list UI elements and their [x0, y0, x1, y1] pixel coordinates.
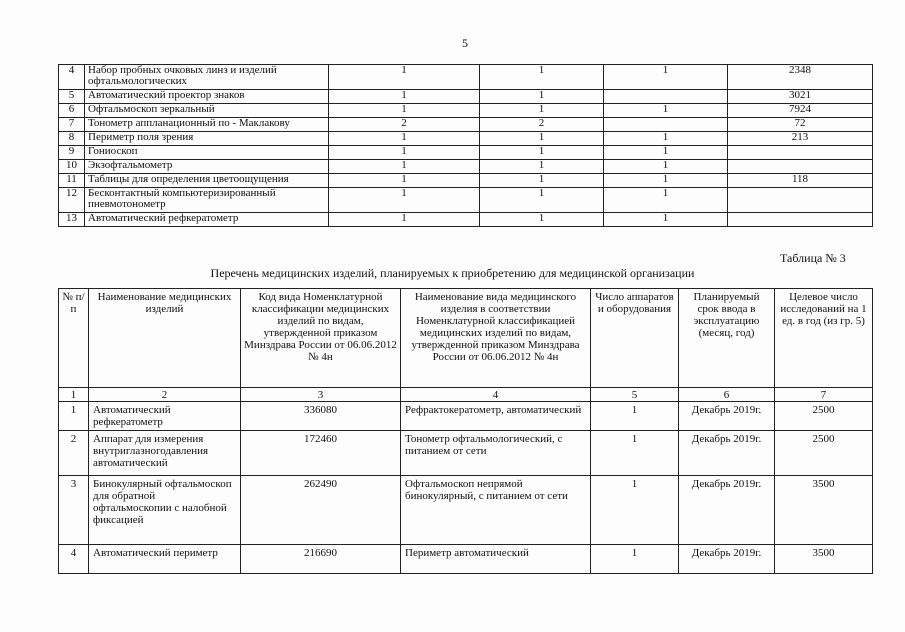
column-header: Планируемый срок ввода в эксплуатацию (месяц, год)	[679, 289, 775, 388]
row-number: 10	[59, 160, 85, 174]
row-number: 2	[59, 431, 89, 476]
value-cell: 1	[604, 146, 728, 160]
equipment-table-continued	[58, 64, 873, 227]
row-number: 6	[59, 104, 85, 118]
table-row	[59, 476, 873, 545]
row-number: 13	[59, 213, 85, 227]
table-row	[59, 146, 873, 160]
value-cell: 3021	[728, 90, 873, 104]
commissioning-date: Декабрь 2019г.	[679, 545, 775, 574]
value-cell: 1	[604, 104, 728, 118]
device-count: 1	[591, 545, 679, 574]
target-studies: 2500	[775, 431, 873, 476]
device-name: Автоматический проектор знаков	[85, 90, 329, 104]
column-number: 2	[89, 388, 241, 402]
column-number: 6	[679, 388, 775, 402]
value-cell	[604, 118, 728, 132]
table-row	[59, 188, 873, 213]
value-cell	[728, 213, 873, 227]
column-header: Наименование вида медицинского изделия в соответствии Номенклатурной классификацией медицинских изделий по видам, утвержденной приказом Минздрава России от 06.06.2012 № 4н	[401, 289, 591, 388]
value-cell	[728, 146, 873, 160]
row-number: 8	[59, 132, 85, 146]
row-number: 11	[59, 174, 85, 188]
device-count: 1	[591, 431, 679, 476]
value-cell: 1	[329, 65, 480, 90]
value-cell: 213	[728, 132, 873, 146]
value-cell: 1	[480, 160, 604, 174]
device-name: Набор пробных очковых линз и изделий офтальмологических	[85, 65, 329, 90]
target-studies: 2500	[775, 402, 873, 431]
table-title: Перечень медицинских изделий, планируемых к приобретению для медицинской организации	[210, 266, 695, 280]
value-cell: 2	[480, 118, 604, 132]
value-cell: 7924	[728, 104, 873, 118]
commissioning-date: Декабрь 2019г.	[679, 402, 775, 431]
value-cell: 1	[480, 90, 604, 104]
device-count: 1	[591, 402, 679, 431]
value-cell: 1	[329, 160, 480, 174]
target-studies: 3500	[775, 476, 873, 545]
column-number: 4	[401, 388, 591, 402]
nomenclature-code: 336080	[241, 402, 401, 431]
value-cell: 1	[329, 188, 480, 213]
row-number: 3	[59, 476, 89, 545]
table-row	[59, 65, 873, 90]
table-row	[59, 545, 873, 574]
value-cell: 1	[329, 132, 480, 146]
row-number: 5	[59, 90, 85, 104]
device-name: Экзофтальмометр	[85, 160, 329, 174]
nomenclature-code: 172460	[241, 431, 401, 476]
value-cell: 1	[604, 213, 728, 227]
planned-purchase-table	[58, 288, 873, 574]
column-header: Число аппаратов и оборудования	[591, 289, 679, 388]
value-cell: 1	[480, 146, 604, 160]
value-cell: 118	[728, 174, 873, 188]
device-count: 1	[591, 476, 679, 545]
table-row	[59, 90, 873, 104]
table-row	[59, 118, 873, 132]
value-cell: 1	[329, 104, 480, 118]
nomenclature-code: 216690	[241, 545, 401, 574]
table-row	[59, 104, 873, 118]
device-kind: Тонометр офтальмологический, с питанием от сети	[401, 431, 591, 476]
device-name: Таблицы для определения цветоощущения	[85, 174, 329, 188]
value-cell: 1	[329, 90, 480, 104]
table-label: Таблица № 3	[780, 251, 846, 265]
table-row	[59, 174, 873, 188]
row-number: 4	[59, 65, 85, 90]
table-row	[59, 160, 873, 174]
value-cell: 1	[604, 160, 728, 174]
row-number: 7	[59, 118, 85, 132]
value-cell: 1	[480, 65, 604, 90]
value-cell: 1	[480, 188, 604, 213]
value-cell: 1	[329, 213, 480, 227]
column-header: № п/п	[59, 289, 89, 388]
column-number: 7	[775, 388, 873, 402]
device-name: Аппарат для измерения внутриглазногодавления автоматический	[89, 431, 241, 476]
value-cell: 1	[604, 132, 728, 146]
table-row	[59, 213, 873, 227]
row-number: 9	[59, 146, 85, 160]
value-cell: 1	[604, 65, 728, 90]
value-cell	[728, 160, 873, 174]
column-header: Код вида Номенклатурной классификации медицинских изделий по видам, утвержденной приказом Минздрава России от 06.06.2012 № 4н	[241, 289, 401, 388]
value-cell: 1	[329, 146, 480, 160]
column-number: 1	[59, 388, 89, 402]
device-name: Офтальмоскоп зеркальный	[85, 104, 329, 118]
device-name: Автоматический периметр	[89, 545, 241, 574]
value-cell: 72	[728, 118, 873, 132]
value-cell: 1	[329, 174, 480, 188]
device-kind: Рефрактокератометр, автоматический	[401, 402, 591, 431]
table-row	[59, 132, 873, 146]
page-number: 5	[462, 36, 468, 50]
column-header: Наименование медицинских изделий	[89, 289, 241, 388]
row-number: 4	[59, 545, 89, 574]
commissioning-date: Декабрь 2019г.	[679, 476, 775, 545]
value-cell	[604, 90, 728, 104]
value-cell: 1	[480, 213, 604, 227]
table-row	[59, 431, 873, 476]
device-name: Автоматический рефкератометр	[85, 213, 329, 227]
value-cell: 1	[480, 132, 604, 146]
column-number: 5	[591, 388, 679, 402]
device-name: Периметр поля зрения	[85, 132, 329, 146]
device-kind: Периметр автоматический	[401, 545, 591, 574]
table-row	[59, 402, 873, 431]
row-number: 1	[59, 402, 89, 431]
target-studies: 3500	[775, 545, 873, 574]
nomenclature-code: 262490	[241, 476, 401, 545]
row-number: 12	[59, 188, 85, 213]
column-header: Целевое число исследований на 1 ед. в год (из гр. 5)	[775, 289, 873, 388]
value-cell: 1	[480, 104, 604, 118]
device-name: Гониоскоп	[85, 146, 329, 160]
value-cell: 1	[604, 188, 728, 213]
value-cell: 2348	[728, 65, 873, 90]
device-name: Бинокулярный офтальмоскоп для обратной офтальмоскопии с налобной фиксацией	[89, 476, 241, 545]
value-cell: 1	[480, 174, 604, 188]
device-name: Автоматический рефкератометр	[89, 402, 241, 431]
commissioning-date: Декабрь 2019г.	[679, 431, 775, 476]
device-kind: Офтальмоскоп непрямой бинокулярный, с питанием от сети	[401, 476, 591, 545]
value-cell	[728, 188, 873, 213]
value-cell: 1	[604, 174, 728, 188]
device-name: Тонометр аппланационный по - Маклакову	[85, 118, 329, 132]
value-cell: 2	[329, 118, 480, 132]
column-number: 3	[241, 388, 401, 402]
device-name: Бесконтактный компьютеризированный пневмотонометр	[85, 188, 329, 213]
